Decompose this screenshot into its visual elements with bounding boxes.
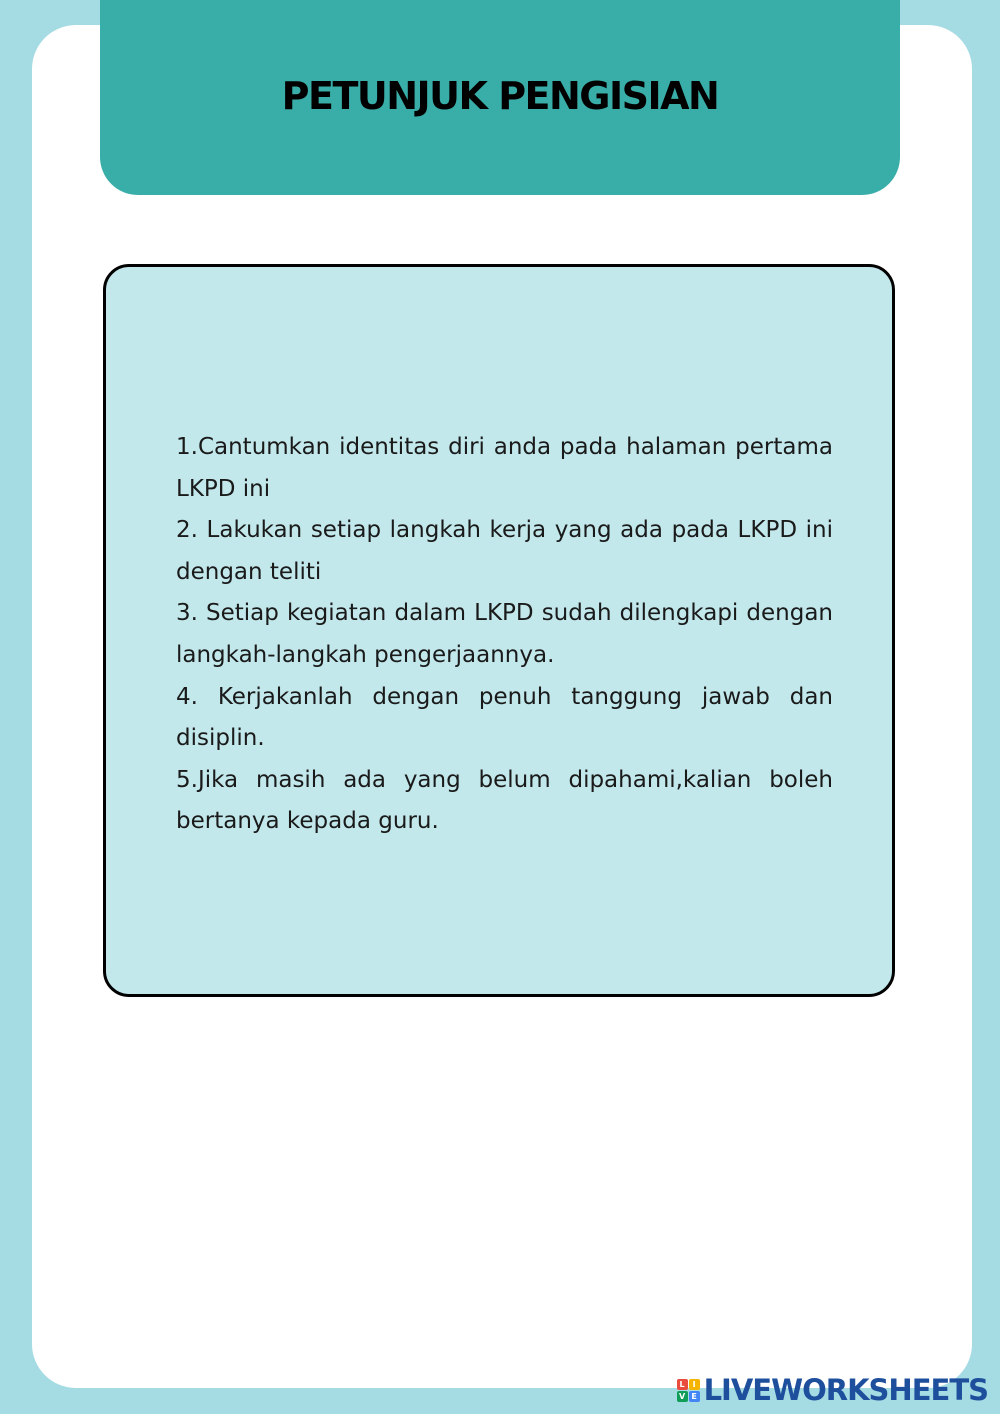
instruction-item-2: 2. Lakukan setiap langkah kerja yang ada pada LKPD ini dengan teliti xyxy=(176,517,833,585)
header-banner xyxy=(100,0,900,195)
logo-cell-i: I xyxy=(689,1379,700,1390)
watermark-text: LIVEWORKSHEETS xyxy=(703,1373,988,1407)
logo-cell-l: L xyxy=(677,1379,688,1390)
instruction-item-3: 3. Setiap kegiatan dalam LKPD sudah dilengkapi dengan langkah-langkah pengerjaannya. xyxy=(176,600,833,668)
instruction-item-4: 4. Kerjakanlah dengan penuh tanggung jawab dan disiplin. xyxy=(176,683,833,752)
logo-cell-v: V xyxy=(677,1391,688,1402)
instruction-item-5: 5.Jika masih ada yang belum dipahami,kalian boleh bertanya kepada guru. xyxy=(176,766,833,835)
page-title: PETUNJUK PENGISIAN xyxy=(281,74,719,118)
instruction-list xyxy=(176,427,833,843)
logo-cell-e: E xyxy=(689,1391,700,1402)
liveworksheets-logo-icon xyxy=(677,1379,700,1402)
instruction-box xyxy=(103,264,895,997)
liveworksheets-watermark xyxy=(677,1374,988,1406)
instruction-item-1: 1.Cantumkan identitas diri anda pada halaman pertama LKPD ini xyxy=(176,434,833,502)
